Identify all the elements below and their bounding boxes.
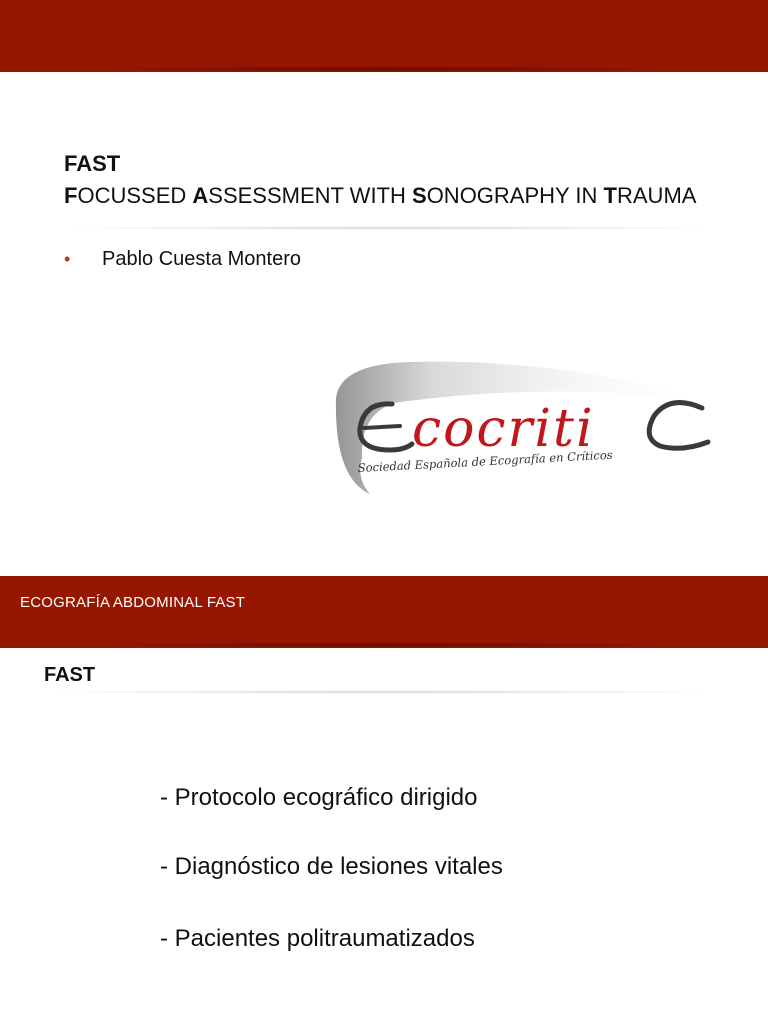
subtitle-word-focussed: OCUSSED <box>77 183 193 208</box>
content-slide <box>0 576 768 1024</box>
subtitle-initial-a: A <box>192 183 209 208</box>
title-fast: FAST <box>64 151 121 176</box>
logo-wordmark-script: cocriti <box>412 399 595 459</box>
title-subtitle <box>64 180 696 212</box>
heading-divider <box>40 690 720 694</box>
subtitle-word-assessment: SSESSMENT WITH <box>208 183 412 208</box>
author-name: Pablo Cuesta Montero <box>102 248 302 270</box>
header-band-shadow <box>60 66 710 72</box>
subtitle-word-trauma: RAUMA <box>617 183 697 208</box>
section-title: ECOGRAFÍA ABDOMINAL FAST <box>20 594 246 611</box>
section-band <box>0 576 768 648</box>
point-diagnosis: - Diagnóstico de lesiones vitales <box>160 853 503 880</box>
subtitle-initial-t: T <box>603 183 617 208</box>
subtitle-initial-f: F <box>64 183 78 208</box>
logo-letter-c <box>649 403 708 449</box>
header-band <box>0 0 768 72</box>
slide-title <box>64 148 696 212</box>
section-band-shadow <box>60 642 710 648</box>
author-bullet <box>64 248 301 271</box>
point-protocol: - Protocolo ecográfico dirigido <box>160 784 478 811</box>
subtitle-initial-s: S <box>412 183 427 208</box>
logo-tagline: Sociedad Española de Ecografía en Críticos <box>357 447 613 475</box>
content-heading: FAST <box>44 664 96 686</box>
point-patients: - Pacientes politraumatizados <box>160 925 475 952</box>
ecocritic-logo <box>330 358 720 498</box>
bullet-icon: • <box>64 249 71 269</box>
subtitle-word-sonography: ONOGRAPHY IN <box>426 183 604 208</box>
title-divider <box>60 226 720 230</box>
logo-letter-e-bar <box>364 426 400 428</box>
